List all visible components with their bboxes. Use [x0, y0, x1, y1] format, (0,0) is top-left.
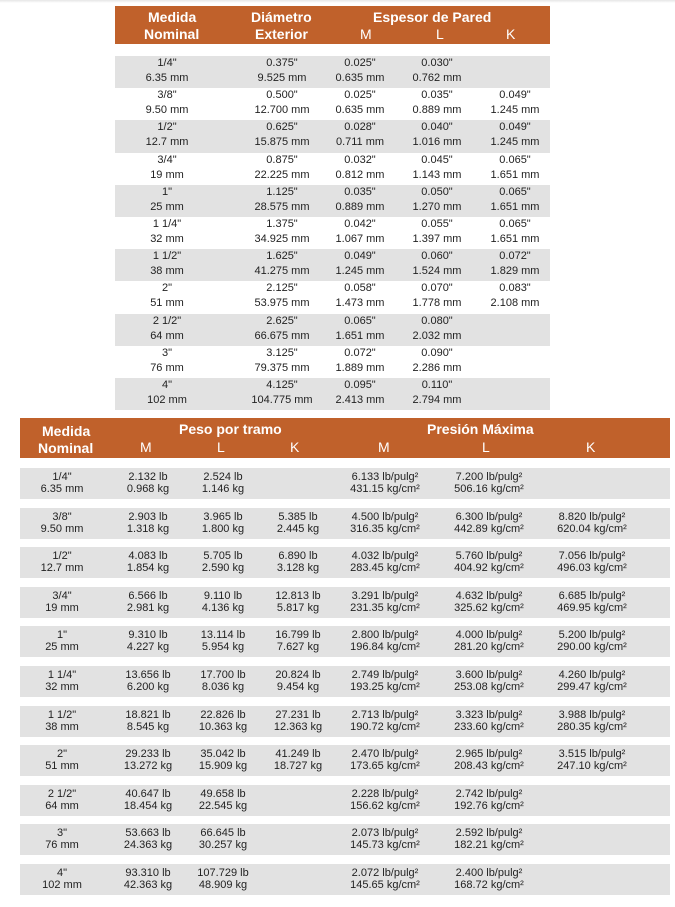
t1-row: [115, 120, 550, 152]
t1-cell-k: 1.245 mm: [490, 136, 540, 149]
t2-cell-nominal: 6.35 mm: [40, 483, 84, 495]
t2-cell-pm: 6.133 lb/pulg²: [351, 471, 419, 483]
t2-cell-wl: 1.800 kg: [201, 522, 245, 535]
t1-cell-diam: 53.975 mm: [254, 297, 310, 310]
t2-cell-wl: 8.036 kg: [201, 681, 245, 693]
t2-cell-pl: 168.72 kg/cm²: [454, 879, 524, 891]
t2-cell-nominal: 12.7 mm: [40, 562, 84, 575]
t2-cell-pm: 431.15 kg/cm²: [350, 483, 420, 495]
t1-header-medida-1: Medida: [148, 9, 197, 25]
t1-row: [115, 88, 550, 120]
t2-cell-pm: 2.072 lb/pulg²: [351, 867, 419, 879]
t2-cell-pl: 281.20 kg/cm²: [454, 641, 524, 654]
t1-cell-k: 1.651 mm: [490, 233, 540, 245]
t1-cell-nominal: 38 mm: [150, 265, 184, 278]
t2-cell-pl: 3.323 lb/pulg²: [455, 708, 523, 721]
t1-cell-m: 1.473 mm: [335, 297, 385, 310]
t1-cell-m: 0.049": [344, 250, 376, 263]
t1-cell-k: 1.829 mm: [490, 265, 540, 278]
t1-cell-k: 0.072": [499, 250, 531, 263]
t2-cell-pm: 2.713 lb/pulg²: [351, 708, 419, 721]
t2-cell-pl: 325.62 kg/cm²: [454, 601, 524, 614]
t2-cell-pm: 4.500 lb/pulg²: [351, 510, 419, 523]
t2-cell-wl: 15.909 kg: [198, 760, 248, 773]
t2-header-wl: L: [217, 439, 225, 455]
t2-cell-pm: 196.84 kg/cm²: [350, 641, 420, 654]
t2-cell-wm: 2.132 lb: [128, 471, 168, 483]
t2-cell-nominal: 1 1/2": [47, 708, 77, 721]
t2-cell-wk: 12.363 kg: [273, 720, 323, 733]
t2-cell-wk: 41.249 lb: [275, 748, 321, 761]
t2-cell-wl: 1.146 kg: [201, 483, 245, 495]
t1-cell-nominal: 2 1/2": [152, 314, 182, 327]
t2-cell-pk: 8.820 lb/pulg²: [558, 510, 626, 523]
t1-header-m: M: [360, 26, 372, 42]
t2-cell-wm: 18.454 kg: [123, 799, 173, 812]
t1-cell-nominal: 12.7 mm: [145, 136, 189, 149]
t2-cell-pm: 283.45 kg/cm²: [350, 562, 420, 575]
t1-cell-diam: 4.125": [266, 379, 298, 391]
t1-cell-m: 0.028": [344, 121, 376, 134]
t2-cell-wl: 30.257 kg: [198, 839, 248, 852]
t2-cell-wm: 6.200 kg: [126, 681, 170, 693]
t1-cell-diam: 104.775 mm: [251, 394, 313, 406]
t2-cell-wm: 42.363 kg: [123, 879, 173, 891]
t1-cell-k: 2.108 mm: [490, 297, 540, 310]
t1-cell-diam: 0.500": [266, 89, 298, 102]
t2-cell-pl: 4.632 lb/pulg²: [455, 589, 523, 602]
t1-cell-m: 0.889 mm: [335, 200, 385, 213]
t2-cell-pm: 193.25 kg/cm²: [350, 681, 420, 693]
t2-cell-nominal: 64 mm: [45, 799, 79, 812]
t2-cell-wk: 6.890 lb: [278, 550, 318, 563]
t1-cell-k: 1.245 mm: [490, 104, 540, 117]
t1-cell-l: 2.286 mm: [412, 361, 462, 374]
t1-cell-m: 1.651 mm: [335, 329, 385, 342]
t1-cell-k: 1.651 mm: [490, 200, 540, 213]
t1-cell-m: 0.635 mm: [335, 104, 385, 117]
t1-cell-nominal: 4": [161, 379, 173, 391]
t2-cell-wl: 17.700 lb: [200, 669, 246, 681]
t2-cell-wm: 40.647 lb: [125, 787, 171, 800]
t1-row: [115, 346, 550, 378]
t2-row: [20, 824, 670, 855]
t2-cell-wm: 2.903 lb: [128, 510, 168, 523]
t2-cell-wm: 13.272 kg: [123, 760, 173, 773]
t2-cell-wl: 5.705 lb: [203, 550, 243, 563]
t2-cell-nominal: 51 mm: [45, 760, 79, 773]
t2-cell-wl: 5.954 kg: [201, 641, 245, 654]
t2-cell-wl: 4.136 kg: [201, 601, 245, 614]
t1-header-espesor: Espesor de Pared: [373, 9, 492, 25]
t1-cell-l: 1.778 mm: [412, 297, 462, 310]
t1-header-k: K: [506, 26, 516, 42]
t2-cell-wl: 49.658 lb: [200, 787, 246, 800]
t1-cell-m: 0.635 mm: [335, 72, 385, 84]
t2-cell-pl: 2.965 lb/pulg²: [455, 748, 523, 761]
t1-cell-m: 0.065": [344, 314, 376, 327]
t1-cell-diam: 41.275 mm: [254, 265, 310, 278]
t2-cell-pl: 2.742 lb/pulg²: [455, 787, 523, 800]
t1-cell-l: 0.040": [421, 121, 453, 134]
t2-cell-wl: 107.729 lb: [197, 867, 249, 879]
t2-cell-pk: 299.47 kg/cm²: [557, 681, 627, 693]
t1-cell-k: 0.049": [499, 121, 531, 134]
t2-cell-pk: 3.515 lb/pulg²: [558, 748, 626, 761]
t1-cell-nominal: 25 mm: [150, 200, 184, 213]
t2-cell-pl: 182.21 kg/cm²: [454, 839, 524, 852]
t2-cell-pm: 156.62 kg/cm²: [350, 799, 420, 812]
t1-cell-m: 0.042": [344, 218, 376, 230]
t1-cell-m: 1.245 mm: [335, 265, 385, 278]
t1-cell-m: 0.025": [344, 57, 376, 69]
t2-cell-wk: 20.824 lb: [275, 669, 321, 681]
t2-cell-wm: 93.310 lb: [125, 867, 171, 879]
t1-cell-nominal: 1 1/2": [152, 250, 182, 263]
t2-header-medida-2: Nominal: [38, 440, 94, 456]
t2-cell-wm: 0.968 kg: [126, 483, 170, 495]
t2-cell-wm: 29.233 lb: [125, 748, 171, 761]
t2-cell-wl: 66.645 lb: [200, 827, 246, 840]
t2-cell-pk: 3.988 lb/pulg²: [558, 708, 626, 721]
t2-cell-wm: 1.318 kg: [126, 522, 170, 535]
t1-cell-l: 1.270 mm: [412, 200, 462, 213]
t2-cell-wl: 22.826 lb: [200, 708, 246, 721]
t2-cell-nominal: 1/2": [52, 550, 72, 563]
t2-cell-wm: 24.363 kg: [123, 839, 173, 852]
t2-cell-pl: 5.760 lb/pulg²: [455, 550, 523, 563]
t2-row: [20, 745, 670, 776]
t2-row: [20, 864, 670, 895]
t2-row: [20, 626, 670, 657]
t2-cell-wm: 4.083 lb: [128, 550, 168, 563]
t2-cell-pk: 620.04 kg/cm²: [557, 522, 627, 535]
top-divider: [0, 0, 675, 3]
t2-cell-wk: 5.385 lb: [278, 510, 318, 523]
t1-cell-m: 2.413 mm: [335, 394, 385, 406]
t1-cell-diam: 79.375 mm: [254, 361, 310, 374]
t1-cell-l: 0.045": [421, 153, 453, 166]
t2-cell-wk: 2.445 kg: [276, 522, 320, 535]
t2-cell-pl: 2.592 lb/pulg²: [455, 827, 523, 840]
t2-cell-nominal: 76 mm: [45, 839, 79, 852]
t1-cell-nominal: 64 mm: [150, 329, 184, 342]
t1-cell-l: 0.110": [421, 379, 453, 391]
t2-cell-pm: 2.228 lb/pulg²: [351, 787, 419, 800]
t2-cell-pm: 190.72 kg/cm²: [350, 720, 420, 733]
t2-cell-pm: 3.291 lb/pulg²: [351, 589, 419, 602]
t1-cell-l: 0.050": [421, 185, 453, 198]
t2-cell-pm: 2.073 lb/pulg²: [351, 827, 419, 840]
t1-cell-nominal: 1": [161, 185, 173, 198]
t1-cell-nominal: 19 mm: [150, 168, 184, 181]
t2-cell-pk: 496.03 kg/cm²: [557, 562, 627, 575]
t2-cell-nominal: 3/8": [52, 510, 72, 523]
t1-row: [115, 217, 550, 249]
t1-cell-l: 0.889 mm: [412, 104, 462, 117]
t1-cell-l: 0.035": [421, 89, 453, 102]
t1-row: [115, 56, 550, 88]
t1-row: [115, 378, 550, 410]
t1-cell-l: 1.524 mm: [412, 265, 462, 278]
t2-cell-wk: 12.813 lb: [275, 589, 321, 602]
t2-cell-wm: 9.310 lb: [128, 629, 168, 642]
t1-cell-l: 2.032 mm: [412, 329, 462, 342]
t1-cell-diam: 1.125": [266, 185, 298, 198]
t2-cell-wl: 9.110 lb: [203, 589, 243, 602]
t2-row: [20, 785, 670, 816]
t2-row: [20, 508, 670, 539]
t1-cell-l: 0.060": [421, 250, 453, 263]
t2-row: [20, 468, 670, 499]
t1-cell-nominal: 3/4": [157, 153, 177, 166]
t1-cell-nominal: 51 mm: [150, 297, 184, 310]
t2-cell-nominal: 2 1/2": [47, 787, 77, 800]
t2-cell-nominal: 9.50 mm: [40, 522, 84, 535]
t2-cell-wm: 4.227 kg: [126, 641, 170, 654]
t2-cell-wm: 13.656 lb: [125, 669, 171, 681]
t2-cell-pk: 469.95 kg/cm²: [557, 601, 627, 614]
t2-cell-pk: 5.200 lb/pulg²: [558, 629, 626, 642]
t2-cell-pm: 2.749 lb/pulg²: [351, 669, 419, 681]
t2-cell-pl: 253.08 kg/cm²: [454, 681, 524, 693]
t1-cell-nominal: 1/2": [157, 121, 177, 134]
t2-cell-pl: 6.300 lb/pulg²: [455, 510, 523, 523]
t2-cell-wm: 6.566 lb: [128, 589, 168, 602]
t1-cell-nominal: 6.35 mm: [145, 72, 189, 84]
t1-cell-k: 0.049": [499, 89, 531, 102]
t2-cell-pl: 3.600 lb/pulg²: [455, 669, 523, 681]
t2-cell-pk: 6.685 lb/pulg²: [558, 589, 626, 602]
t1-row: [115, 249, 550, 281]
t2-cell-pm: 173.65 kg/cm²: [350, 760, 420, 773]
t2-cell-pm: 145.65 kg/cm²: [350, 879, 420, 891]
t1-cell-l: 0.055": [421, 218, 453, 230]
t1-header-medida-2: Nominal: [144, 26, 200, 42]
t1-cell-k: 0.065": [499, 185, 531, 198]
t2-cell-pk: 290.00 kg/cm²: [557, 641, 627, 654]
t1-header-diametro-2: Exterior: [255, 26, 308, 42]
t1-cell-k: 0.065": [499, 218, 531, 230]
t2-header-pm: M: [378, 439, 390, 455]
t2-cell-nominal: 4": [56, 867, 68, 879]
t2-cell-pk: 7.056 lb/pulg²: [558, 550, 626, 563]
t1-cell-m: 0.025": [344, 89, 376, 102]
t2-cell-wm: 53.663 lb: [125, 827, 171, 840]
t2-cell-wl: 13.114 lb: [200, 629, 246, 642]
t1-cell-nominal: 32 mm: [150, 233, 184, 245]
t2-cell-wl: 2.524 lb: [203, 471, 243, 483]
t1-cell-diam: 9.525 mm: [257, 72, 307, 84]
t2-cell-wk: 18.727 kg: [273, 760, 323, 773]
t2-cell-pk: 247.10 kg/cm²: [557, 760, 627, 773]
t2-cell-wl: 48.909 kg: [198, 879, 248, 891]
t1-cell-diam: 22.225 mm: [254, 168, 310, 181]
t2-cell-pm: 231.35 kg/cm²: [350, 601, 420, 614]
t1-cell-k: 0.083": [499, 282, 531, 295]
t1-cell-l: 0.762 mm: [412, 72, 462, 84]
t2-cell-nominal: 25 mm: [45, 641, 79, 654]
t1-cell-diam: 0.875": [266, 153, 298, 166]
t2-cell-wk: 3.128 kg: [276, 562, 320, 575]
t2-cell-nominal: 3": [56, 827, 68, 840]
t1-row: [115, 153, 550, 185]
t1-cell-nominal: 1 1/4": [152, 218, 182, 230]
t2-cell-nominal: 1/4": [52, 471, 72, 483]
t1-cell-m: 1.067 mm: [335, 233, 385, 245]
t1-cell-diam: 15.875 mm: [254, 136, 310, 149]
t1-cell-l: 1.143 mm: [412, 168, 462, 181]
table2-header: [20, 418, 670, 458]
t1-row: [115, 281, 550, 313]
t1-cell-l: 0.030": [421, 57, 453, 69]
t2-cell-pm: 2.800 lb/pulg²: [351, 629, 419, 642]
t1-cell-nominal: 3": [161, 346, 173, 359]
t2-cell-nominal: 1": [56, 629, 68, 642]
t1-cell-k: 1.651 mm: [490, 168, 540, 181]
t2-cell-pm: 145.73 kg/cm²: [350, 839, 420, 852]
t1-cell-l: 2.794 mm: [412, 394, 462, 406]
t1-cell-diam: 3.125": [266, 346, 298, 359]
t2-cell-wl: 22.545 kg: [198, 799, 248, 812]
t2-cell-pm: 2.470 lb/pulg²: [351, 748, 419, 761]
t1-cell-m: 1.889 mm: [335, 361, 385, 374]
t1-cell-diam: 66.675 mm: [254, 329, 310, 342]
t2-cell-pl: 7.200 lb/pulg²: [455, 471, 523, 483]
t2-cell-pl: 4.000 lb/pulg²: [455, 629, 523, 642]
t2-cell-pl: 506.16 kg/cm²: [454, 483, 524, 495]
t1-cell-l: 1.016 mm: [412, 136, 462, 149]
t1-cell-l: 0.080": [421, 314, 453, 327]
t1-cell-diam: 2.125": [266, 282, 298, 295]
t2-header-peso: Peso por tramo: [179, 421, 282, 437]
t1-cell-l: 1.397 mm: [412, 233, 462, 245]
t2-cell-pm: 4.032 lb/pulg²: [351, 550, 419, 563]
t1-cell-diam: 0.375": [266, 57, 298, 69]
t1-cell-nominal: 1/4": [157, 57, 177, 69]
t1-cell-nominal: 9.50 mm: [145, 104, 189, 117]
t2-row: [20, 587, 670, 618]
t2-header-presion: Presión Máxima: [427, 421, 534, 437]
t2-cell-pl: 2.400 lb/pulg²: [455, 867, 523, 879]
t2-cell-nominal: 102 mm: [42, 879, 82, 891]
t1-cell-m: 0.035": [344, 185, 376, 198]
t1-cell-k: 0.065": [499, 153, 531, 166]
t2-cell-wk: 16.799 lb: [275, 629, 321, 642]
t2-header-medida-1: Medida: [42, 423, 91, 439]
t2-cell-pk: 280.35 kg/cm²: [557, 720, 627, 733]
t2-cell-wl: 10.363 kg: [198, 720, 248, 733]
t1-cell-m: 0.032": [344, 153, 376, 166]
t2-cell-wm: 18.821 lb: [125, 708, 171, 721]
t2-header-wm: M: [140, 439, 152, 455]
t2-cell-nominal: 3/4": [52, 589, 72, 602]
t2-row: [20, 706, 670, 737]
t1-cell-m: 0.058": [344, 282, 376, 295]
t2-header-pk: K: [586, 439, 596, 455]
table1-header: [115, 6, 550, 44]
t1-cell-nominal: 3/8": [157, 89, 177, 102]
t2-cell-pl: 208.43 kg/cm²: [454, 760, 524, 773]
t2-row: [20, 547, 670, 578]
t1-cell-l: 0.070": [421, 282, 453, 295]
t1-row: [115, 314, 550, 346]
t1-cell-diam: 1.375": [266, 218, 298, 230]
t2-cell-pl: 404.92 kg/cm²: [454, 562, 524, 575]
t1-cell-nominal: 76 mm: [150, 361, 184, 374]
t1-cell-l: 0.090": [421, 346, 453, 359]
t2-cell-pl: 192.76 kg/cm²: [454, 799, 524, 812]
t1-cell-m: 0.072": [344, 346, 376, 359]
t2-cell-wm: 2.981 kg: [126, 601, 170, 614]
t1-cell-m: 0.812 mm: [335, 168, 385, 181]
t2-cell-pl: 233.60 kg/cm²: [454, 720, 524, 733]
t2-cell-wl: 2.590 kg: [201, 562, 245, 575]
t2-cell-wl: 35.042 lb: [200, 748, 246, 761]
t2-cell-wm: 8.545 kg: [126, 720, 170, 733]
t1-cell-m: 0.711 mm: [335, 136, 385, 149]
t1-cell-diam: 34.925 mm: [254, 233, 310, 245]
t2-cell-nominal: 38 mm: [45, 720, 79, 733]
t2-cell-pl: 442.89 kg/cm²: [454, 522, 524, 535]
t1-cell-diam: 1.625": [266, 250, 298, 263]
t2-cell-pk: 4.260 lb/pulg²: [558, 669, 626, 681]
t1-cell-nominal: 2": [161, 282, 173, 295]
t2-header-wk: K: [290, 439, 300, 455]
t2-cell-wl: 3.965 lb: [203, 510, 243, 523]
t1-cell-diam: 28.575 mm: [254, 200, 310, 213]
t1-header-diametro-1: Diámetro: [251, 9, 312, 25]
t2-cell-wk: 9.454 kg: [276, 681, 320, 693]
t2-cell-nominal: 32 mm: [45, 681, 79, 693]
t2-cell-wk: 27.231 lb: [275, 708, 321, 721]
t2-cell-wk: 5.817 kg: [276, 601, 320, 614]
t1-row: [115, 185, 550, 217]
t2-row: [20, 666, 670, 697]
t1-cell-diam: 2.625": [266, 314, 298, 327]
t1-cell-diam: 0.625": [266, 121, 298, 134]
t2-cell-nominal: 1 1/4": [47, 669, 77, 681]
t1-cell-m: 0.095": [344, 379, 376, 391]
t2-cell-pm: 316.35 kg/cm²: [350, 522, 420, 535]
t2-cell-wk: 7.627 kg: [276, 641, 320, 654]
t1-cell-diam: 12.700 mm: [254, 104, 310, 117]
t2-header-pl: L: [482, 439, 490, 455]
t2-cell-wm: 1.854 kg: [126, 562, 170, 575]
t2-cell-nominal: 19 mm: [45, 601, 79, 614]
t1-cell-nominal: 102 mm: [147, 394, 187, 406]
t2-cell-nominal: 2": [56, 748, 68, 761]
t1-header-l: L: [436, 26, 444, 42]
